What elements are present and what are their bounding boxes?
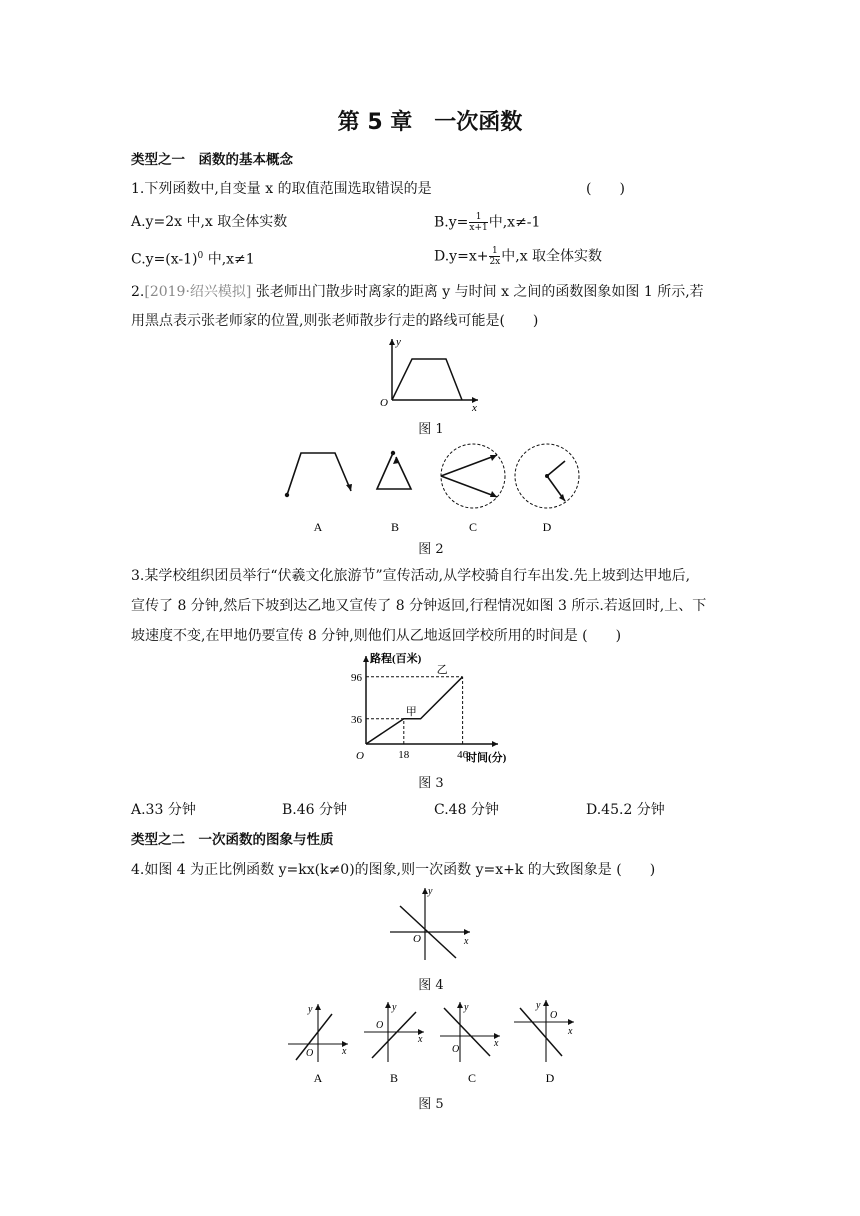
svg-text:x: x: [464, 936, 469, 947]
fig2-option-d: [515, 444, 579, 508]
q2-line1: 2.[2019·绍兴模拟] 张老师出门散步时离家的距离 y 与时间 x 之间的函数图象如图 1 所示,若: [131, 284, 704, 300]
fig3-ylabel: 路程(百米): [370, 653, 422, 665]
q1-option-d: D.y=x+ $\frac{1}{2x}$ 中,x 取全体实数: [434, 246, 603, 267]
svg-text:O: O: [306, 1048, 314, 1059]
svg-text:y: y: [308, 1004, 313, 1015]
fig2-label-d: D: [542, 520, 552, 534]
figure-1-graph: [370, 335, 490, 415]
fig2-caption: 图 2: [418, 542, 444, 557]
fig1-x-label: x: [472, 402, 477, 414]
svg-text:O: O: [550, 1010, 558, 1021]
svg-text:y: y: [464, 1002, 469, 1013]
q3-option-b: B.46 分钟: [282, 802, 348, 818]
q1-option-a: A.y=2x 中,x 取全体实数: [131, 214, 288, 230]
q1-stem: 1.下列函数中,自变量 x 的取值范围选取错误的是: [131, 181, 432, 197]
q1-option-b: B.y= $\frac{1}{x+1}$ 中,x≠-1: [434, 212, 541, 233]
fig3-xlabel: 时间(分): [466, 752, 507, 764]
q1-option-c: $C.y=(x-1)^0$ 中,x≠1: [131, 251, 255, 268]
figure-2-paths: [275, 443, 595, 535]
fig2-option-b: [377, 451, 411, 489]
fig2-label-c: C: [468, 520, 478, 534]
svg-text:O: O: [452, 1044, 460, 1055]
fig5-option-c: [440, 1002, 500, 1062]
q3-option-a: A.33 分钟: [131, 802, 196, 818]
section-heading-2: 类型之二 一次函数的图象与性质: [131, 832, 334, 848]
q3-line2: 宣传了 8 分钟,然后下坡到达乙地又宣传了 8 分钟返回,行程情况如图 3 所示.若返回时,上、下: [131, 598, 707, 614]
q2-line2: 用黑点表示张老师家的位置,则张老师散步行走的路线可能是( ): [131, 313, 539, 329]
svg-text:O: O: [413, 933, 421, 945]
q3-line1: 3.某学校组织团员举行“伏羲文化旅游节”宣传活动,从学校骑自行车出发.先上坡到达甲地后,: [131, 568, 691, 584]
fig3-caption: 图 3: [418, 776, 444, 791]
page-title: 第 5 章 一次函数: [337, 110, 523, 135]
figure-4-graph: [388, 884, 478, 962]
fig3-xtick-46: 46: [457, 749, 469, 761]
fig1-caption: 图 1: [418, 422, 444, 437]
section-heading-1: 类型之一 函数的基本概念: [131, 152, 293, 168]
fig2-label-a: A: [313, 520, 323, 534]
q3-option-c: C.48 分钟: [434, 802, 499, 818]
fig5-label-d: D: [545, 1071, 555, 1085]
svg-text:x: x: [568, 1026, 573, 1037]
svg-text:x: x: [494, 1038, 499, 1049]
q1-answer-paren: ( ): [586, 181, 625, 197]
fig5-option-a: [288, 1004, 348, 1062]
q3-line3: 坡速度不变,在甲地仍要宣传 8 分钟,则他们从乙地返回学校所用的时间是 ( ): [131, 628, 622, 644]
fig1-origin-label: O: [380, 397, 388, 409]
q3-option-d: D.45.2 分钟: [586, 802, 665, 818]
fig5-option-d: [514, 1000, 574, 1062]
fig3-xtick-18: 18: [398, 749, 410, 761]
q4-stem: 4.如图 4 为正比例函数 y=kx(k≠0)的图象,则一次函数 y=x+k 的大致图象是 ( ): [131, 862, 656, 878]
fig3-origin-label: O: [356, 750, 364, 762]
svg-text:O: O: [376, 1020, 384, 1031]
fig3-ytick-96: 96: [351, 671, 362, 684]
svg-text:y: y: [392, 1002, 397, 1013]
fig5-label-c: C: [467, 1071, 477, 1085]
fig3-ytick-36: 36: [351, 713, 362, 726]
svg-text:x: x: [418, 1034, 423, 1045]
fig2-option-a: [285, 453, 352, 497]
fig5-option-b: [364, 1002, 424, 1062]
svg-text:y: y: [536, 1000, 541, 1011]
fig5-caption: 图 5: [418, 1097, 444, 1112]
fig3-annotation-jia: 甲: [405, 705, 417, 718]
figure-3-chart: [348, 648, 518, 766]
fig3-annotation-yi: 乙: [436, 663, 448, 676]
figure-5-graphs: [284, 1000, 584, 1088]
fig4-caption: 图 4: [418, 978, 444, 993]
fig2-label-b: B: [390, 520, 400, 534]
svg-text:y: y: [428, 886, 433, 897]
fig2-option-c: [441, 444, 505, 508]
fig1-y-label: y: [396, 336, 401, 348]
fig5-label-b: B: [389, 1071, 399, 1085]
svg-text:x: x: [342, 1046, 347, 1057]
fig5-label-a: A: [313, 1071, 323, 1085]
